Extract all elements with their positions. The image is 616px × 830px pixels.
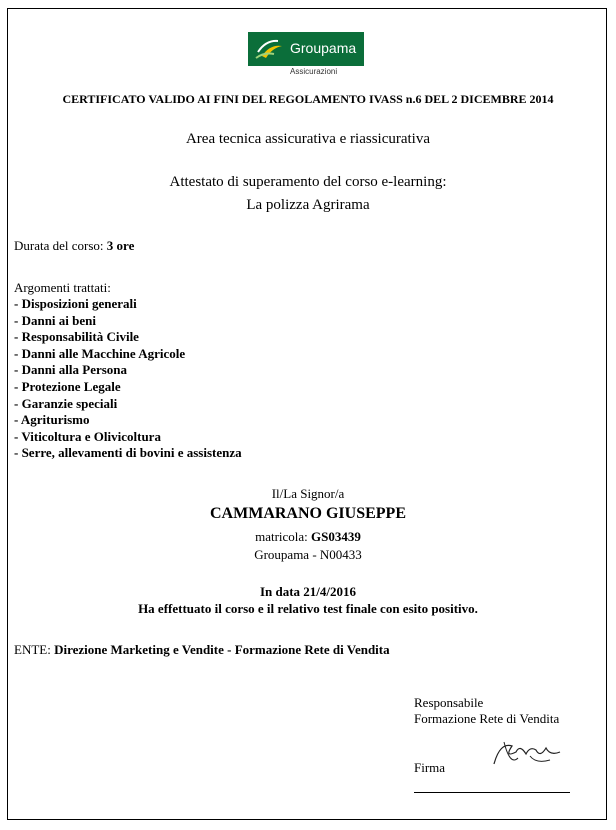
topic-item: - Agriturismo <box>14 412 90 428</box>
matricola-value: GS03439 <box>311 529 361 544</box>
ente-label: ENTE: <box>14 642 51 657</box>
groupama-logo <box>248 32 364 66</box>
topic-item: - Protezione Legale <box>14 378 121 394</box>
course-title: La polizza Agrirama <box>246 197 370 213</box>
logo-subtitle: Assicurazioni <box>290 67 338 76</box>
attestato-title: Attestato di superamento del corso e-learning: <box>169 174 447 190</box>
company-code: Groupama - N00433 <box>254 547 362 562</box>
duration-label: Durata del corso: <box>14 238 104 253</box>
topic-item: - Serre, allevamenti di bovini e assistenza <box>14 445 242 461</box>
result-line: Ha effettuato il corso e il relativo test finale con esito positivo. <box>138 601 478 616</box>
date-line: In data 21/4/2016 <box>259 584 357 599</box>
signature-icon <box>490 736 564 770</box>
topic-item: - Danni ai beni <box>14 312 96 328</box>
ente-value: Direzione Marketing e Vendite - Formazione Rete di Vendita <box>54 642 390 657</box>
duration <box>14 238 134 254</box>
matricola-label: matricola: <box>255 529 308 544</box>
topics-list <box>14 296 242 462</box>
topic-item: - Garanzie speciali <box>14 395 118 411</box>
responsabile-line1: Responsabile <box>414 695 484 710</box>
topic-item: - Danni alla Persona <box>14 362 128 378</box>
topic-item: - Responsabilità Civile <box>14 329 139 345</box>
matricola <box>0 529 616 545</box>
wheat-icon <box>250 32 290 66</box>
person-name: CAMMARANO GIUSEPPE <box>210 505 406 522</box>
topic-item: - Danni alle Macchine Agricole <box>14 345 186 361</box>
ente <box>14 642 390 658</box>
responsabile-line2: Formazione Rete di Vendita <box>414 711 560 726</box>
topic-item: - Viticoltura e Olivicoltura <box>14 428 161 444</box>
firma-label: Firma <box>414 760 446 775</box>
area-title: Area tecnica assicurativa e riassicurativa <box>185 131 431 147</box>
salutation: Il/La Signor/a <box>271 486 345 501</box>
topics-label: Argomenti trattati: <box>14 280 111 295</box>
certificate-header: CERTIFICATO VALIDO AI FINI DEL REGOLAMENTO IVASS n.6 DEL 2 DICEMBRE 2014 <box>62 92 554 106</box>
logo-brand: Groupama <box>290 40 357 56</box>
signature-line <box>414 792 570 793</box>
topic-item: - Disposizioni generali <box>14 296 137 311</box>
duration-value: 3 ore <box>106 238 135 253</box>
